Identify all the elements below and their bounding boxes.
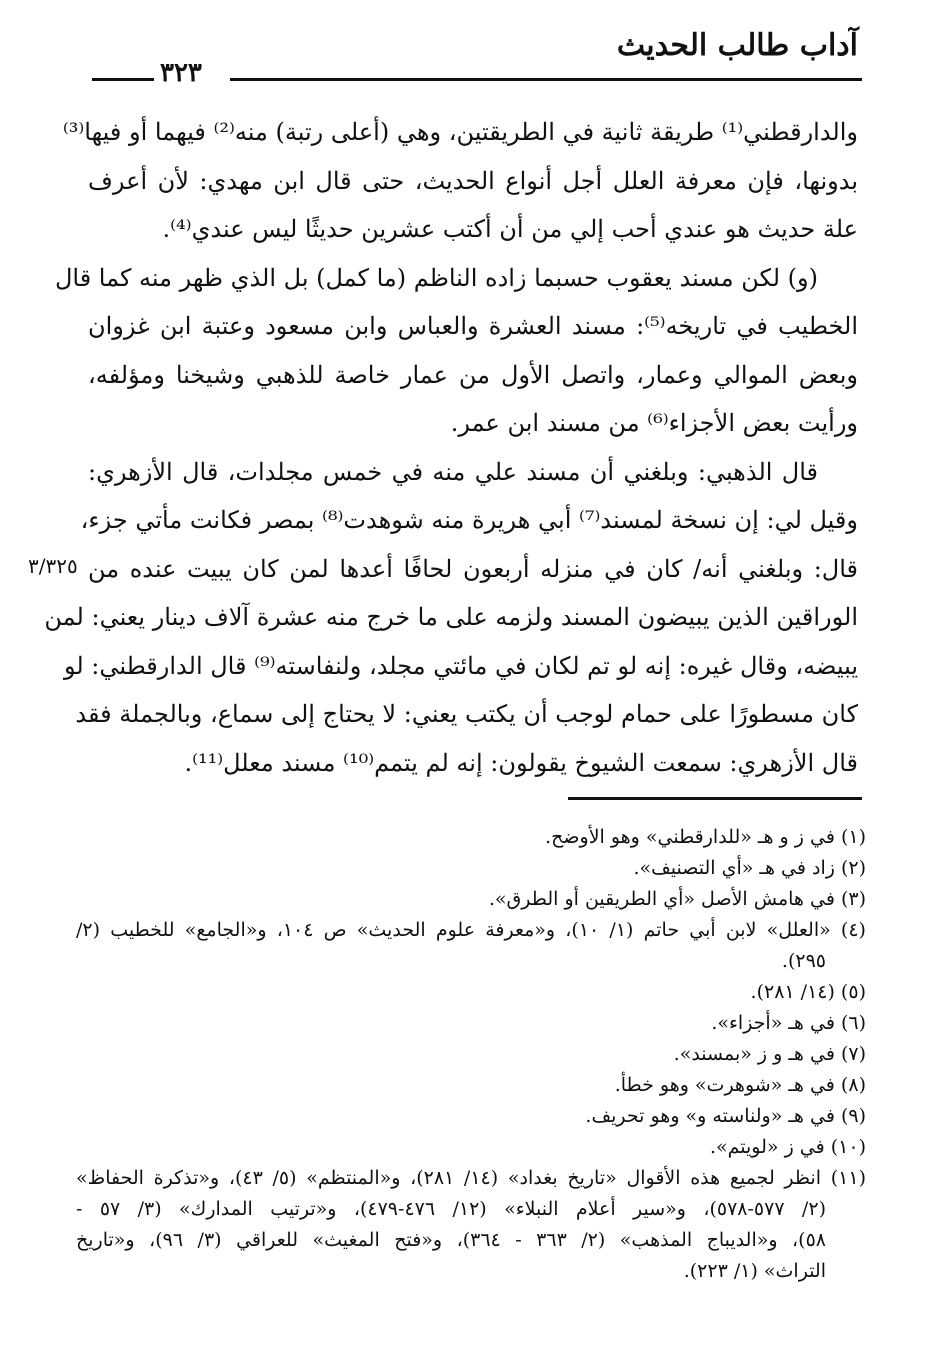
- footnote-3: (٣) في هامش الأصل «أي الطريقين أو الطرق».: [488, 888, 866, 910]
- footnote-8: (٨) في هـ «شوهرت» وهو خطأ.: [614, 1074, 866, 1096]
- header-rule-short: [92, 78, 154, 81]
- footnote-11-cont: التراث» (١/ ٢٢٣).: [683, 1260, 826, 1282]
- footnote-11: (١١) انظر لجميع هذه الأقوال «تاريخ بغداد» (١٤/ ٢٨١)، و«المنتظم» (٥/ ٤٣)، و«تذكرة الحفاظ»: [76, 1167, 866, 1189]
- footnotes: [76, 822, 866, 1287]
- footnote-separator: [568, 797, 862, 800]
- body-line: الخطيب في تاريخه⁽⁵⁾: مسند العشرة والعباس وابن مسعود وعتبة ابن غزوان: [88, 312, 859, 340]
- body-line: والدارقطني⁽¹⁾ طريقة ثانية في الطريقتين، وهي (أعلى رتبة) منه⁽²⁾ فيهما أو فيها⁽³⁾: [62, 118, 858, 146]
- footnote-10: (١٠) في ز «لويتم».: [709, 1136, 866, 1158]
- body-line: الوراقين الذين يبيضون المسند ولزمه على ما خرج منه عشرة آلاف دينار يعني: لمن: [44, 603, 858, 631]
- body-line: وقيل لي: إن نسخة لمسند⁽⁷⁾ أبي هريرة منه شوهدت⁽⁸⁾ بمصر فكانت مأتي جزء،: [80, 506, 858, 534]
- footnote-6: (٦) في هـ «أجزاء».: [711, 1012, 866, 1034]
- footnote-4: (٤) «العلل» لابن أبي حاتم (١/ ١٠)، و«معرفة علوم الحديث» ص ١٠٤، و«الجامع» للخطيب (٢/: [76, 919, 866, 941]
- paragraph-start: قال الذهبي: وبلغني أن مسند علي منه في خمس مجلدات، قال الأزهري:: [88, 457, 819, 486]
- body-line: ورأيت بعض الأجزاء⁽⁶⁾ من مسند ابن عمر.: [450, 409, 858, 437]
- footnote-4-cont: ٢٩٥).: [781, 950, 826, 972]
- margin-reference: ٣/٣٢٥: [28, 554, 78, 578]
- footnote-2: (٢) زاد في هـ «أي التصنيف».: [633, 857, 866, 879]
- body-line: بدونها، فإن معرفة العلل أجل أنواع الحديث، حتى قال ابن مهدي: لأن أعرف: [88, 166, 858, 195]
- body-line: يبيضه، وقال غيره: إنه لو تم لكان في مائتي مجلد، ولنفاسته⁽⁹⁾ قال الدارقطني: لو: [63, 651, 858, 680]
- running-title: آداب طالب الحديث: [616, 28, 858, 63]
- paragraph-start: (و) لكن مسند يعقوب حسبما زاده الناظم (ما كمل) بل الذي ظهر منه كما قال: [54, 263, 818, 292]
- page-number: ٣٢٣: [160, 58, 202, 88]
- body-line: قال الأزهري: سمعت الشيوخ يقولون: إنه لم يتمم⁽¹⁰⁾ مسند معلل⁽¹¹⁾.: [184, 748, 858, 777]
- body-line: علة حديث هو عندي أحب إلي من أن أكتب عشرين حديثًا ليس عندي⁽⁴⁾.: [162, 215, 858, 243]
- footnote-5: (٥) (١٤/ ٢٨١).: [750, 981, 866, 1003]
- body-line: قال: وبلغني أنه/ كان في منزله أربعون لحافًا أعدها لمن كان يبيت عنده من: [88, 554, 858, 583]
- footnote-11-cont: (٢/ ٥٧٧-٥٧٨)، و«سير أعلام النبلاء» (١٢/ ٤٧٦-٤٧٩)، و«ترتيب المدارك» (٣/ ٥٧ -: [76, 1198, 826, 1220]
- footnote-11-cont: ٥٨)، و«الديباج المذهب» (٢/ ٣٦٣ - ٣٦٤)، و«فتح المغيث» للعراقي (٣/ ٩٦)، و«تاريخ: [76, 1229, 826, 1251]
- header-rule: [230, 78, 862, 81]
- footnote-9: (٩) في هـ «ولناسته و» وهو تحريف.: [585, 1105, 866, 1127]
- footnote-7: (٧) في هـ و ز «بمسند».: [673, 1043, 866, 1065]
- body-line: كان مسطورًا على حمام لوجب أن يكتب يعني: لا يحتاج إلى سماع، وبالجملة فقد: [75, 700, 858, 728]
- footnote-1: (١) في ز و هـ «للدارقطني» وهو الأوضح.: [545, 826, 866, 848]
- body-line: وبعض الموالي وعمار، واتصل الأول من عمار خاصة للذهبي وشيخنا ومؤلفه،: [88, 360, 858, 389]
